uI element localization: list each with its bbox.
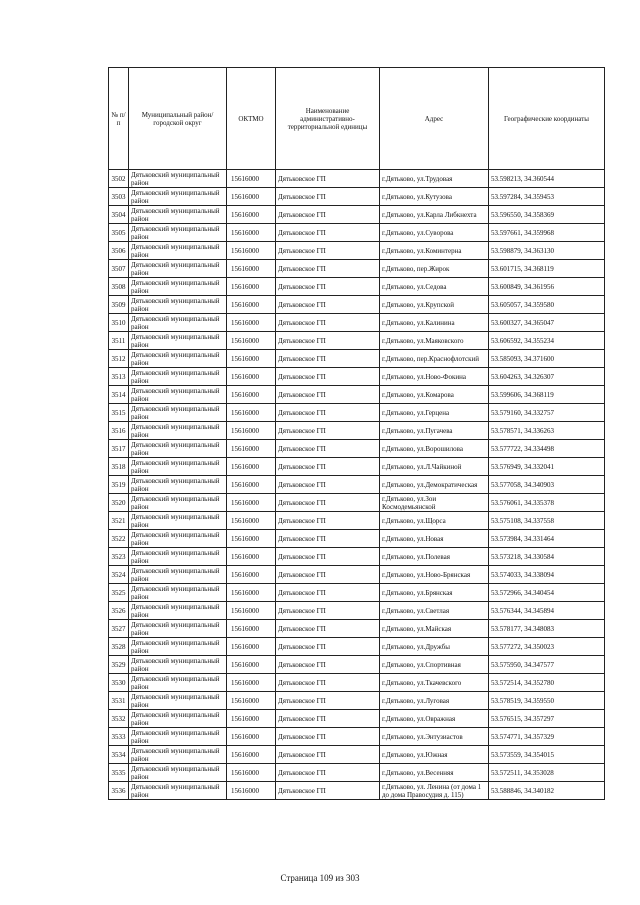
- coordinates-cell: 53.585093, 34.371600: [489, 350, 605, 368]
- table-header-row: [109, 68, 605, 170]
- row-number: 3504: [109, 206, 129, 224]
- coordinates-cell: 53.576061, 34.335378: [489, 494, 605, 512]
- table-row: [109, 674, 605, 692]
- coordinates-cell: 53.578519, 34.359550: [489, 692, 605, 710]
- row-number: 3530: [109, 674, 129, 692]
- admin-unit-cell: Дятьковское ГП: [276, 692, 380, 710]
- address-cell: г.Дятьково, пер.Краснофлотский: [380, 350, 489, 368]
- oktmo-cell: 15616000: [227, 764, 276, 782]
- table-row: [109, 584, 605, 602]
- address-cell: г.Дятьково, ул.Герцена: [380, 404, 489, 422]
- oktmo-cell: 15616000: [227, 206, 276, 224]
- oktmo-cell: 15616000: [227, 260, 276, 278]
- address-cell: г.Дятьково, ул.Пугачева: [380, 422, 489, 440]
- coordinates-cell: 53.606592, 34.355234: [489, 332, 605, 350]
- oktmo-cell: 15616000: [227, 332, 276, 350]
- row-number: 3511: [109, 332, 129, 350]
- coordinates-cell: 53.598879, 34.363130: [489, 242, 605, 260]
- oktmo-cell: 15616000: [227, 188, 276, 206]
- address-cell: г.Дятьково, пер.Жирок: [380, 260, 489, 278]
- table-row: [109, 494, 605, 512]
- oktmo-cell: 15616000: [227, 692, 276, 710]
- table-row: [109, 476, 605, 494]
- table-row: [109, 404, 605, 422]
- oktmo-cell: 15616000: [227, 296, 276, 314]
- oktmo-cell: 15616000: [227, 170, 276, 188]
- row-number: 3509: [109, 296, 129, 314]
- row-number: 3510: [109, 314, 129, 332]
- oktmo-cell: 15616000: [227, 656, 276, 674]
- oktmo-cell: 15616000: [227, 458, 276, 476]
- coordinates-cell: 53.578571, 34.336263: [489, 422, 605, 440]
- row-number: 3520: [109, 494, 129, 512]
- admin-unit-cell: Дятьковское ГП: [276, 368, 380, 386]
- oktmo-cell: 15616000: [227, 674, 276, 692]
- address-cell: г.Дятьково, ул.Ворошилова: [380, 440, 489, 458]
- table-row: [109, 728, 605, 746]
- table-row: [109, 350, 605, 368]
- admin-unit-cell: Дятьковское ГП: [276, 224, 380, 242]
- row-number: 3512: [109, 350, 129, 368]
- coordinates-cell: 53.576515, 34.357297: [489, 710, 605, 728]
- admin-unit-cell: Дятьковское ГП: [276, 170, 380, 188]
- address-cell: г.Дятьково, ул.Калинина: [380, 314, 489, 332]
- coordinates-cell: 53.573984, 34.331464: [489, 530, 605, 548]
- row-number: 3528: [109, 638, 129, 656]
- table-row: [109, 278, 605, 296]
- row-number: 3521: [109, 512, 129, 530]
- table-row: [109, 386, 605, 404]
- district-cell: Дятьковский муниципальный район: [129, 440, 227, 458]
- address-cell: г.Дятьково, ул.Полевая: [380, 548, 489, 566]
- oktmo-cell: 15616000: [227, 242, 276, 260]
- district-cell: Дятьковский муниципальный район: [129, 494, 227, 512]
- district-cell: Дятьковский муниципальный район: [129, 764, 227, 782]
- coordinates-cell: 53.579160, 34.332757: [489, 404, 605, 422]
- table-row: [109, 656, 605, 674]
- address-cell: г.Дятьково, ул.Энтузиастов: [380, 728, 489, 746]
- address-cell: г.Дятьково, ул.Дружбы: [380, 638, 489, 656]
- row-number: 3532: [109, 710, 129, 728]
- header-coordinates: Географические координаты: [489, 68, 605, 170]
- oktmo-cell: 15616000: [227, 494, 276, 512]
- oktmo-cell: 15616000: [227, 440, 276, 458]
- admin-unit-cell: Дятьковское ГП: [276, 386, 380, 404]
- address-cell: г.Дятьково, ул.Майская: [380, 620, 489, 638]
- district-cell: Дятьковский муниципальный район: [129, 602, 227, 620]
- coordinates-cell: 53.574033, 34.338094: [489, 566, 605, 584]
- row-number: 3513: [109, 368, 129, 386]
- row-number: 3525: [109, 584, 129, 602]
- coordinates-cell: 53.597661, 34.359968: [489, 224, 605, 242]
- coordinates-cell: 53.578177, 34.348083: [489, 620, 605, 638]
- row-number: 3536: [109, 782, 129, 800]
- table-row: [109, 746, 605, 764]
- table-row: [109, 566, 605, 584]
- row-number: 3524: [109, 566, 129, 584]
- district-cell: Дятьковский муниципальный район: [129, 746, 227, 764]
- district-cell: Дятьковский муниципальный район: [129, 674, 227, 692]
- district-cell: Дятьковский муниципальный район: [129, 242, 227, 260]
- row-number: 3505: [109, 224, 129, 242]
- oktmo-cell: 15616000: [227, 224, 276, 242]
- address-cell: г.Дятьково, ул.Карла Либкнехта: [380, 206, 489, 224]
- table-row: [109, 638, 605, 656]
- district-cell: Дятьковский муниципальный район: [129, 170, 227, 188]
- table-row: [109, 620, 605, 638]
- row-number: 3515: [109, 404, 129, 422]
- oktmo-cell: 15616000: [227, 386, 276, 404]
- admin-unit-cell: Дятьковское ГП: [276, 656, 380, 674]
- address-cell: г.Дятьково, ул. Ленина (от дома 1 до дома Правосудия д. 115): [380, 782, 489, 800]
- address-cell: г.Дятьково, ул.Трудовая: [380, 170, 489, 188]
- table-row: [109, 764, 605, 782]
- coordinates-cell: 53.604263, 34.326307: [489, 368, 605, 386]
- oktmo-cell: 15616000: [227, 728, 276, 746]
- address-cell: г.Дятьково, ул.Новая: [380, 530, 489, 548]
- oktmo-cell: 15616000: [227, 476, 276, 494]
- admin-unit-cell: Дятьковское ГП: [276, 296, 380, 314]
- row-number: 3519: [109, 476, 129, 494]
- admin-unit-cell: Дятьковское ГП: [276, 404, 380, 422]
- admin-unit-cell: Дятьковское ГП: [276, 458, 380, 476]
- table-row: [109, 512, 605, 530]
- oktmo-cell: 15616000: [227, 278, 276, 296]
- header-oktmo: ОКТМО: [227, 68, 276, 170]
- coordinates-cell: 53.573218, 34.330584: [489, 548, 605, 566]
- district-cell: Дятьковский муниципальный район: [129, 404, 227, 422]
- coordinates-cell: 53.574771, 34.357329: [489, 728, 605, 746]
- admin-unit-cell: Дятьковское ГП: [276, 314, 380, 332]
- address-cell: г.Дятьково, ул.Л.Чайкиной: [380, 458, 489, 476]
- address-cell: г.Дятьково, ул.Южная: [380, 746, 489, 764]
- oktmo-cell: 15616000: [227, 620, 276, 638]
- coordinates-cell: 53.601715, 34.368119: [489, 260, 605, 278]
- coordinates-cell: 53.597284, 34.359453: [489, 188, 605, 206]
- coordinates-cell: 53.575108, 34.337558: [489, 512, 605, 530]
- coordinates-cell: 53.576949, 34.332041: [489, 458, 605, 476]
- oktmo-cell: 15616000: [227, 368, 276, 386]
- district-cell: Дятьковский муниципальный район: [129, 188, 227, 206]
- admin-unit-cell: Дятьковское ГП: [276, 638, 380, 656]
- district-cell: Дятьковский муниципальный район: [129, 782, 227, 800]
- address-cell: г.Дятьково, ул.Коминтерна: [380, 242, 489, 260]
- row-number: 3517: [109, 440, 129, 458]
- district-cell: Дятьковский муниципальный район: [129, 584, 227, 602]
- oktmo-cell: 15616000: [227, 710, 276, 728]
- address-cell: г.Дятьково, ул.Демократическая: [380, 476, 489, 494]
- row-number: 3516: [109, 422, 129, 440]
- row-number: 3522: [109, 530, 129, 548]
- coordinates-cell: 53.596550, 34.358369: [489, 206, 605, 224]
- district-cell: Дятьковский муниципальный район: [129, 296, 227, 314]
- admin-unit-cell: Дятьковское ГП: [276, 584, 380, 602]
- coordinates-cell: 53.600327, 34.365047: [489, 314, 605, 332]
- row-number: 3526: [109, 602, 129, 620]
- coordinates-cell: 53.600849, 34.361956: [489, 278, 605, 296]
- coordinates-cell: 53.577722, 34.334498: [489, 440, 605, 458]
- coordinates-cell: 53.572511, 34.353028: [489, 764, 605, 782]
- admin-unit-cell: Дятьковское ГП: [276, 350, 380, 368]
- oktmo-cell: 15616000: [227, 566, 276, 584]
- address-cell: г.Дятьково, ул.Крупской: [380, 296, 489, 314]
- district-cell: Дятьковский муниципальный район: [129, 530, 227, 548]
- admin-unit-cell: Дятьковское ГП: [276, 206, 380, 224]
- table-row: [109, 782, 605, 800]
- table-row: [109, 332, 605, 350]
- row-number: 3507: [109, 260, 129, 278]
- oktmo-cell: 15616000: [227, 584, 276, 602]
- oktmo-cell: 15616000: [227, 782, 276, 800]
- coordinates-cell: 53.598213, 34.360544: [489, 170, 605, 188]
- table-row: [109, 602, 605, 620]
- admin-unit-cell: Дятьковское ГП: [276, 530, 380, 548]
- district-cell: Дятьковский муниципальный район: [129, 620, 227, 638]
- district-cell: Дятьковский муниципальный район: [129, 224, 227, 242]
- district-cell: Дятьковский муниципальный район: [129, 350, 227, 368]
- oktmo-cell: 15616000: [227, 548, 276, 566]
- table-row: [109, 170, 605, 188]
- address-cell: г.Дятьково, ул.Брянская: [380, 584, 489, 602]
- table-row: [109, 692, 605, 710]
- coordinates-cell: 53.575950, 34.347577: [489, 656, 605, 674]
- table-row: [109, 710, 605, 728]
- table-row: [109, 296, 605, 314]
- address-cell: г.Дятьково, ул.Суворова: [380, 224, 489, 242]
- table-row: [109, 314, 605, 332]
- address-cell: г.Дятьково, ул.Кутузова: [380, 188, 489, 206]
- district-cell: Дятьковский муниципальный район: [129, 278, 227, 296]
- address-cell: г.Дятьково, ул.Луговая: [380, 692, 489, 710]
- table-row: [109, 260, 605, 278]
- admin-unit-cell: Дятьковское ГП: [276, 620, 380, 638]
- address-cell: г.Дятьково, ул.Спортивная: [380, 656, 489, 674]
- header-address: Адрес: [380, 68, 489, 170]
- row-number: 3523: [109, 548, 129, 566]
- row-number: 3535: [109, 764, 129, 782]
- coordinates-cell: 53.605057, 34.359580: [489, 296, 605, 314]
- district-cell: Дятьковский муниципальный район: [129, 710, 227, 728]
- table-row: [109, 422, 605, 440]
- table-row: [109, 188, 605, 206]
- table-row: [109, 242, 605, 260]
- district-cell: Дятьковский муниципальный район: [129, 314, 227, 332]
- district-cell: Дятьковский муниципальный район: [129, 728, 227, 746]
- admin-unit-cell: Дятьковское ГП: [276, 602, 380, 620]
- table-row: [109, 368, 605, 386]
- district-cell: Дятьковский муниципальный район: [129, 638, 227, 656]
- page-number: Страница 109 из 303: [280, 873, 360, 883]
- admin-unit-cell: Дятьковское ГП: [276, 674, 380, 692]
- header-district: Муниципальный район/городской округ: [129, 68, 227, 170]
- row-number: 3514: [109, 386, 129, 404]
- oktmo-cell: 15616000: [227, 746, 276, 764]
- row-number: 3506: [109, 242, 129, 260]
- admin-unit-cell: Дятьковское ГП: [276, 332, 380, 350]
- district-cell: Дятьковский муниципальный район: [129, 548, 227, 566]
- address-cell: г.Дятьково, ул.Маяковского: [380, 332, 489, 350]
- district-cell: Дятьковский муниципальный район: [129, 458, 227, 476]
- district-cell: Дятьковский муниципальный район: [129, 332, 227, 350]
- coordinates-cell: 53.576344, 34.345894: [489, 602, 605, 620]
- admin-unit-cell: Дятьковское ГП: [276, 476, 380, 494]
- admin-unit-cell: Дятьковское ГП: [276, 188, 380, 206]
- address-cell: г.Дятьково, ул.Овражная: [380, 710, 489, 728]
- oktmo-cell: 15616000: [227, 530, 276, 548]
- address-cell: г.Дятьково, ул.Комарова: [380, 386, 489, 404]
- admin-unit-cell: Дятьковское ГП: [276, 548, 380, 566]
- coordinates-cell: 53.572514, 34.352780: [489, 674, 605, 692]
- table-row: [109, 458, 605, 476]
- admin-unit-cell: Дятьковское ГП: [276, 242, 380, 260]
- address-cell: г.Дятьково, ул.Седова: [380, 278, 489, 296]
- address-cell: г.Дятьково, ул.Светлая: [380, 602, 489, 620]
- admin-unit-cell: Дятьковское ГП: [276, 512, 380, 530]
- coordinates-cell: 53.573559, 34.354015: [489, 746, 605, 764]
- district-cell: Дятьковский муниципальный район: [129, 422, 227, 440]
- row-number: 3531: [109, 692, 129, 710]
- district-cell: Дятьковский муниципальный район: [129, 206, 227, 224]
- district-cell: Дятьковский муниципальный район: [129, 566, 227, 584]
- oktmo-cell: 15616000: [227, 512, 276, 530]
- coordinates-cell: 53.577272, 34.350023: [489, 638, 605, 656]
- row-number: 3508: [109, 278, 129, 296]
- address-cell: г.Дятьково, ул.Щорса: [380, 512, 489, 530]
- admin-unit-cell: Дятьковское ГП: [276, 278, 380, 296]
- row-number: 3529: [109, 656, 129, 674]
- admin-unit-cell: Дятьковское ГП: [276, 746, 380, 764]
- row-number: 3533: [109, 728, 129, 746]
- table-row: [109, 530, 605, 548]
- admin-unit-cell: Дятьковское ГП: [276, 440, 380, 458]
- oktmo-cell: 15616000: [227, 638, 276, 656]
- coordinates-cell: 53.572966, 34.340454: [489, 584, 605, 602]
- header-admin-unit: Наименование административно-территориальной единицы: [276, 68, 380, 170]
- admin-unit-cell: Дятьковское ГП: [276, 494, 380, 512]
- oktmo-cell: 15616000: [227, 314, 276, 332]
- coordinates-table: [108, 67, 605, 800]
- admin-unit-cell: Дятьковское ГП: [276, 566, 380, 584]
- row-number: 3518: [109, 458, 129, 476]
- admin-unit-cell: Дятьковское ГП: [276, 260, 380, 278]
- row-number: 3527: [109, 620, 129, 638]
- district-cell: Дятьковский муниципальный район: [129, 368, 227, 386]
- table-row: [109, 548, 605, 566]
- coordinates-cell: 53.588846, 34.340182: [489, 782, 605, 800]
- admin-unit-cell: Дятьковское ГП: [276, 728, 380, 746]
- district-cell: Дятьковский муниципальный район: [129, 386, 227, 404]
- district-cell: Дятьковский муниципальный район: [129, 692, 227, 710]
- address-cell: г.Дятьково, ул.Ново-Брянская: [380, 566, 489, 584]
- admin-unit-cell: Дятьковское ГП: [276, 422, 380, 440]
- row-number: 3503: [109, 188, 129, 206]
- district-cell: Дятьковский муниципальный район: [129, 476, 227, 494]
- district-cell: Дятьковский муниципальный район: [129, 656, 227, 674]
- district-cell: Дятьковский муниципальный район: [129, 512, 227, 530]
- table-row: [109, 440, 605, 458]
- header-number: № п/п: [109, 68, 129, 170]
- address-cell: г.Дятьково, ул.Ткачевского: [380, 674, 489, 692]
- table-row: [109, 206, 605, 224]
- admin-unit-cell: Дятьковское ГП: [276, 710, 380, 728]
- admin-unit-cell: Дятьковское ГП: [276, 782, 380, 800]
- address-cell: г.Дятьково, ул.Ново-Фокина: [380, 368, 489, 386]
- oktmo-cell: 15616000: [227, 602, 276, 620]
- oktmo-cell: 15616000: [227, 350, 276, 368]
- address-cell: г.Дятьково, ул.Весенняя: [380, 764, 489, 782]
- coordinates-cell: 53.599606, 34.368119: [489, 386, 605, 404]
- oktmo-cell: 15616000: [227, 422, 276, 440]
- coordinates-cell: 53.577058, 34.340903: [489, 476, 605, 494]
- oktmo-cell: 15616000: [227, 404, 276, 422]
- district-cell: Дятьковский муниципальный район: [129, 260, 227, 278]
- admin-unit-cell: Дятьковское ГП: [276, 764, 380, 782]
- address-cell: г.Дятьково, ул.Зои Космодемьянской: [380, 494, 489, 512]
- table-row: [109, 224, 605, 242]
- row-number: 3502: [109, 170, 129, 188]
- row-number: 3534: [109, 746, 129, 764]
